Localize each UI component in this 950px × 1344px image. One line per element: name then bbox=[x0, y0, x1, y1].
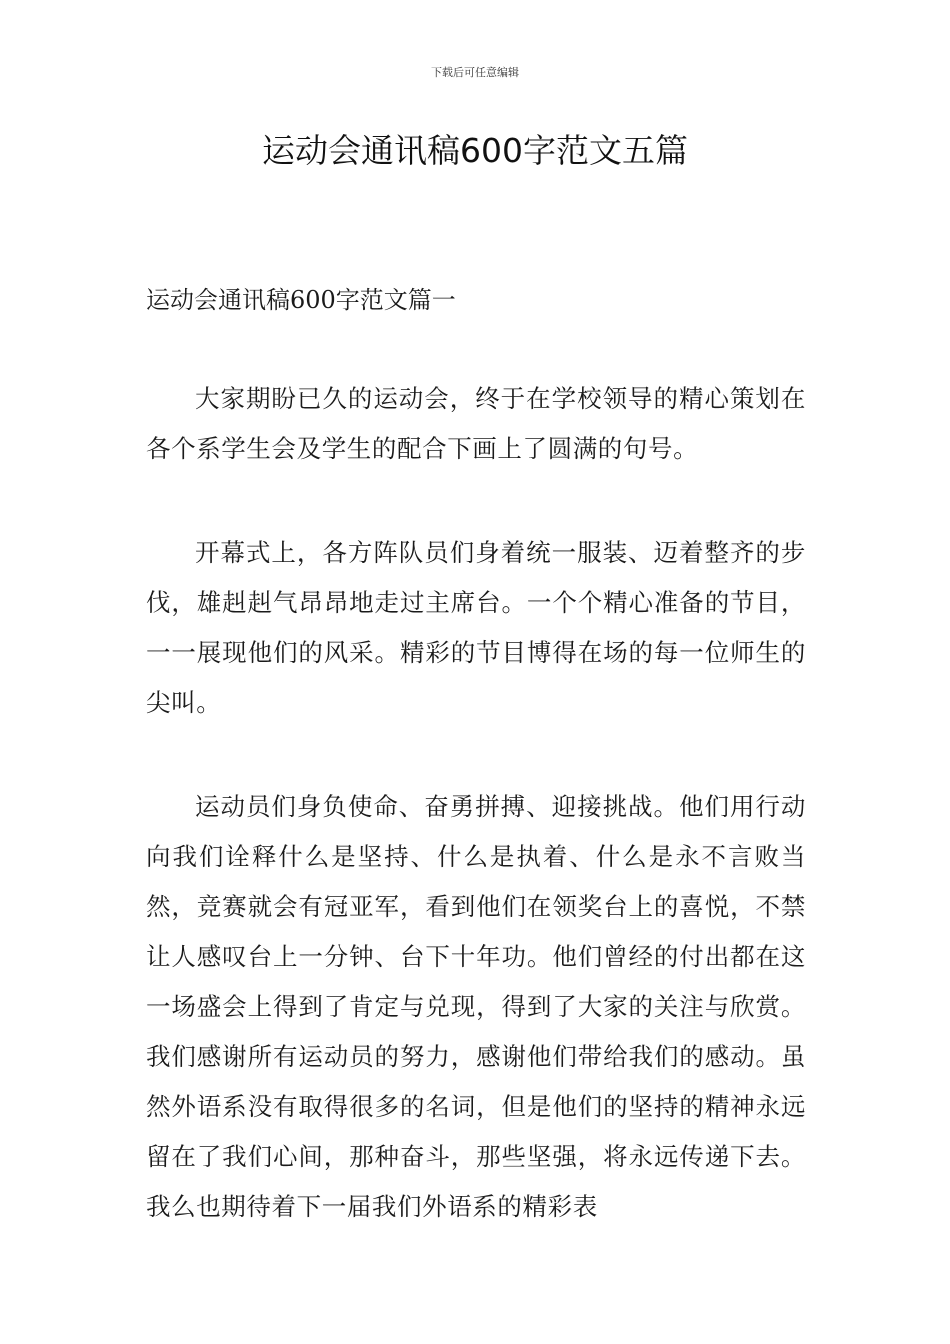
header-note: 下载后可任意编辑 bbox=[431, 66, 519, 79]
paragraph-1: 大家期盼已久的运动会，终于在学校领导的精心策划在各个系学生会及学生的配合下画上了圆满的句号。 bbox=[146, 384, 806, 463]
document-title: 运动会通讯稿600字范文五篇 bbox=[262, 131, 688, 170]
paragraph-3: 运动员们身负使命、奋勇拼搏、迎接挑战。他们用行动向我们诠释什么是坚持、什么是执着、什么是永不言败当然，竞赛就会有冠亚军，看到他们在领奖台上的喜悦，不禁让人感叹台上一分钟、台下十年功。他们曾经的付出都在这一场盛会上得到了肯定与兑现，得到了大家的关注与欣赏。我们感谢所有运动员的努力，感谢他们带给我们的感动。虽然外语系没有取得很多的名词，但是他们的坚持的精神永远留在了我们心间，那种奋斗，那些坚强，将永远传递下去。我么也期待着下一届我们外语系的精彩表 bbox=[146, 792, 806, 1221]
document-body bbox=[146, 374, 806, 1286]
section-heading: 运动会通讯稿600字范文篇一 bbox=[146, 286, 456, 314]
paragraph-2: 开幕式上，各方阵队员们身着统一服装、迈着整齐的步伐，雄赳赳气昂昂地走过主席台。一个个精心准备的节目，一一展现他们的风采。精彩的节目博得在场的每一位师生的尖叫。 bbox=[146, 538, 806, 717]
